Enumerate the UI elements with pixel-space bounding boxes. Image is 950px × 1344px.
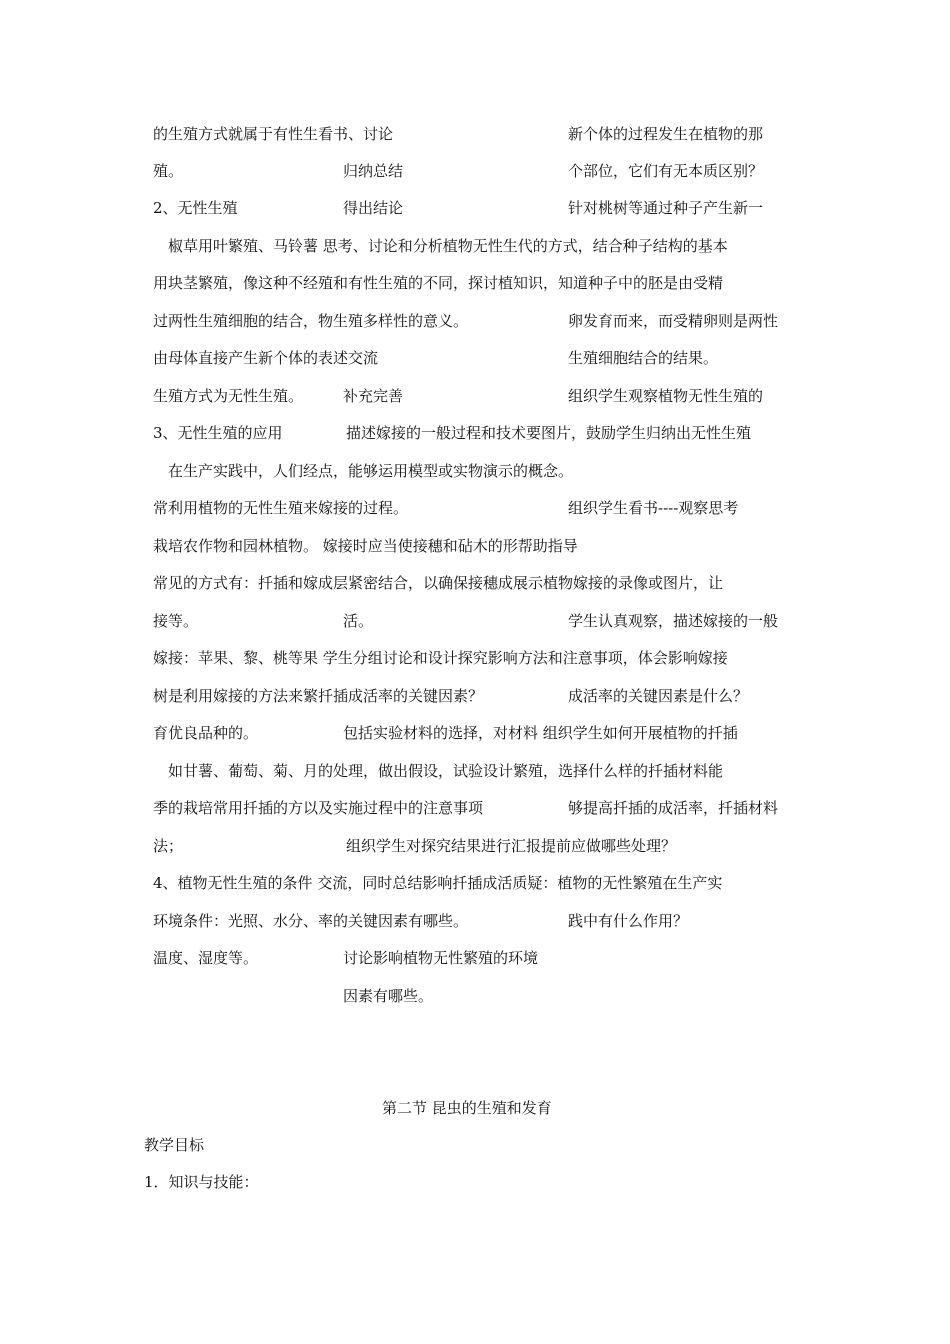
- text-line: 够提高扦插的成活率，扦插材料: [568, 799, 779, 817]
- text-line: 生殖细胞结合的结果。: [568, 349, 719, 367]
- text-line: 2、无性生殖: [153, 199, 238, 217]
- text-line: 殖。: [153, 162, 184, 180]
- text-line: 因素有哪些。: [343, 987, 434, 1005]
- text-line: 接等。: [153, 612, 199, 630]
- text-line: 温度、湿度等。: [153, 949, 259, 967]
- text-line: 过两性生殖细胞的结合，物生殖多样性的意义。: [153, 312, 469, 330]
- text-line: 4、植物无性生殖的条件 交流，同时总结影响扦插成活质疑：植物的无性繁殖在生产实: [153, 874, 723, 892]
- item-knowledge-skills: 1．知识与技能：: [144, 1173, 259, 1191]
- text-line: 归纳总结: [343, 162, 404, 180]
- text-line: 常见的方式有：扦插和嫁成层紧密结合，以确保接穗成展示植物嫁接的录像或图片，让: [153, 574, 724, 592]
- text-line: 育优良品种的。: [153, 724, 259, 742]
- text-line: 生殖方式为无性生殖。: [153, 387, 304, 405]
- text-line: 描述嫁接的一般过程和技术要图片，鼓励学生归纳出无性生殖: [346, 424, 752, 442]
- text-line: 环境条件：光照、水分、率的关键因素有哪些。: [153, 912, 469, 930]
- text-line: 包括实验材料的选择，对材料 组织学生如何开展植物的扦插: [343, 724, 738, 742]
- text-line: 补充完善: [343, 387, 404, 405]
- text-line: 个部位，它们有无本质区别？: [568, 162, 764, 180]
- text-line: 活。: [343, 612, 374, 630]
- text-line: 的生殖方式就属于有性生看书、讨论: [153, 125, 394, 143]
- text-line: 3、无性生殖的应用: [153, 424, 283, 442]
- text-line: 卵发育而来，而受精卵则是两性: [568, 312, 779, 330]
- text-line: 常利用植物的无性生殖来嫁接的过程。: [153, 499, 409, 517]
- heading-objectives: 教学目标: [144, 1136, 205, 1154]
- text-line: 学生认真观察，描述嫁接的一般: [568, 612, 779, 630]
- text-line: 树是利用嫁接的方法来繁扦插成活率的关键因素？: [153, 687, 484, 705]
- text-line: 新个体的过程发生在植物的那: [568, 125, 764, 143]
- text-line: 由母体直接产生新个体的表述交流: [153, 349, 379, 367]
- text-line: 如甘薯、葡萄、菊、月的处理，做出假设，试验设计繁殖，选择什么样的扦插材料能: [168, 762, 724, 780]
- text-line: 嫁接：苹果、黎、桃等果 学生分组讨论和设计探究影响方法和注意事项，体会影响嫁接: [153, 649, 728, 667]
- text-line: 法；: [153, 837, 184, 855]
- text-line: 栽培农作物和园林植物。 嫁接时应当使接穗和砧木的形帮助指导: [153, 537, 578, 555]
- text-line: 讨论影响植物无性繁殖的环境: [343, 949, 539, 967]
- section-title: 第二节 昆虫的生殖和发育: [382, 1099, 552, 1117]
- text-line: 得出结论: [343, 199, 404, 217]
- text-line: 成活率的关键因素是什么？: [568, 687, 749, 705]
- text-line: 在生产实践中，人们经点，能够运用模型或实物演示的概念。: [168, 462, 574, 480]
- text-line: 用块茎繁殖，像这种不经殖和有性生殖的不同，探讨植知识，知道种子中的胚是由受精: [153, 274, 724, 292]
- text-line: 针对桃树等通过种子产生新一: [568, 199, 764, 217]
- text-line: 践中有什么作用？: [568, 912, 689, 930]
- text-line: 椒草用叶繁殖、马铃薯 思考、讨论和分析植物无性生代的方式，结合种子结构的基本: [168, 237, 728, 255]
- text-line: 季的栽培常用扦插的方以及实施过程中的注意事项: [153, 799, 484, 817]
- text-line: 组织学生对探究结果进行汇报提前应做哪些处理？: [346, 837, 677, 855]
- text-line: 组织学生观察植物无性生殖的: [568, 387, 764, 405]
- text-line: 组织学生看书----观察思考: [568, 499, 739, 517]
